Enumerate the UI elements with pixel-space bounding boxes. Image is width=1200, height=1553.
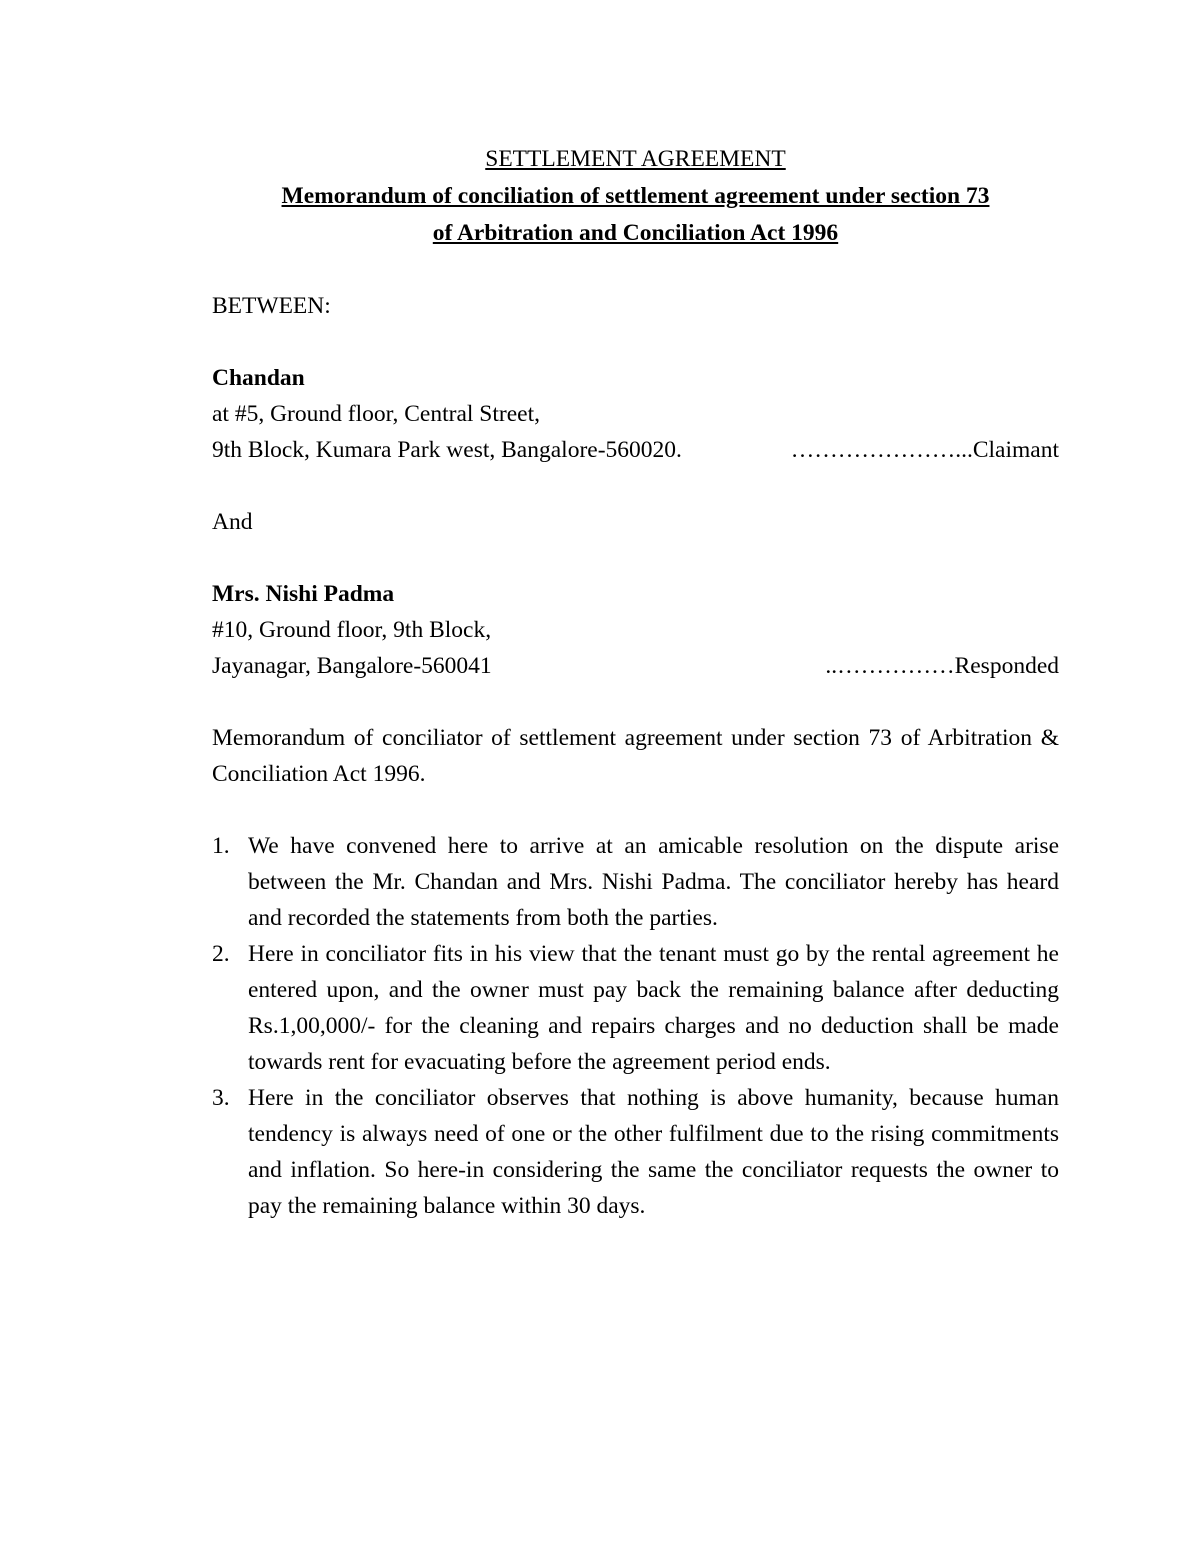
document-title: SETTLEMENT AGREEMENT	[485, 146, 786, 172]
clause-text: Here in the conciliator observes that nothing is above humanity, because human tendency is always need of one or the other fulfilment due to the rising commitments and inflation. So here-in considering the same the conciliator requests the owner to pay the remaining balance within 30 days.	[248, 1085, 1059, 1219]
respondent-role: Responded	[954, 653, 1059, 679]
respondent-name: Mrs. Nishi Padma	[212, 581, 395, 607]
respondent-role-leader: ..……………	[825, 653, 955, 679]
clause-item	[212, 936, 1059, 1080]
claimant-address-line-1: at #5, Ground floor, Central Street,	[212, 401, 540, 427]
claimant-address-row	[212, 432, 1059, 468]
clause-item	[212, 828, 1059, 936]
claimant-address-line-2: 9th Block, Kumara Park west, Bangalore-560020.	[212, 437, 682, 463]
and-label: And	[212, 509, 253, 535]
clause-number: 2.	[212, 941, 230, 967]
claimant-role-leader: ………………….	[790, 437, 962, 463]
claimant-name: Chandan	[212, 365, 305, 391]
claimant-role: ..Claimant	[961, 437, 1059, 463]
document-subtitle-line-1: Memorandum of conciliation of settlement agreement under section 73	[281, 183, 990, 209]
clause-number: 3.	[212, 1085, 230, 1111]
clause-number: 1.	[212, 833, 230, 859]
between-label: BETWEEN:	[212, 293, 331, 319]
document-body	[212, 141, 1059, 1224]
clauses-list	[212, 828, 1059, 1224]
respondent-address-row	[212, 648, 1059, 684]
respondent-address-line-1: #10, Ground floor, 9th Block,	[212, 617, 492, 643]
document-subtitle-line-2: of Arbitration and Conciliation Act 1996	[432, 220, 839, 246]
memorandum-paragraph: Memorandum of conciliator of settlement agreement under section 73 of Arbitration & Conciliation Act 1996.	[212, 725, 1059, 787]
clause-text: We have convened here to arrive at an amicable resolution on the dispute arise between the Mr. Chandan and Mrs. Nishi Padma. The conciliator hereby has heard and recorded the statements from both the parties.	[248, 833, 1059, 931]
clause-text: Here in conciliator fits in his view that the tenant must go by the rental agreement he entered upon, and the owner must pay back the remaining balance after deducting Rs.1,00,000/- for the cleaning and repairs charges and no deduction shall be made towards rent for evacuating before the agreement period ends.	[248, 941, 1059, 1075]
respondent-address-line-2: Jayanagar, Bangalore-560041	[212, 653, 492, 679]
clause-item	[212, 1080, 1059, 1224]
